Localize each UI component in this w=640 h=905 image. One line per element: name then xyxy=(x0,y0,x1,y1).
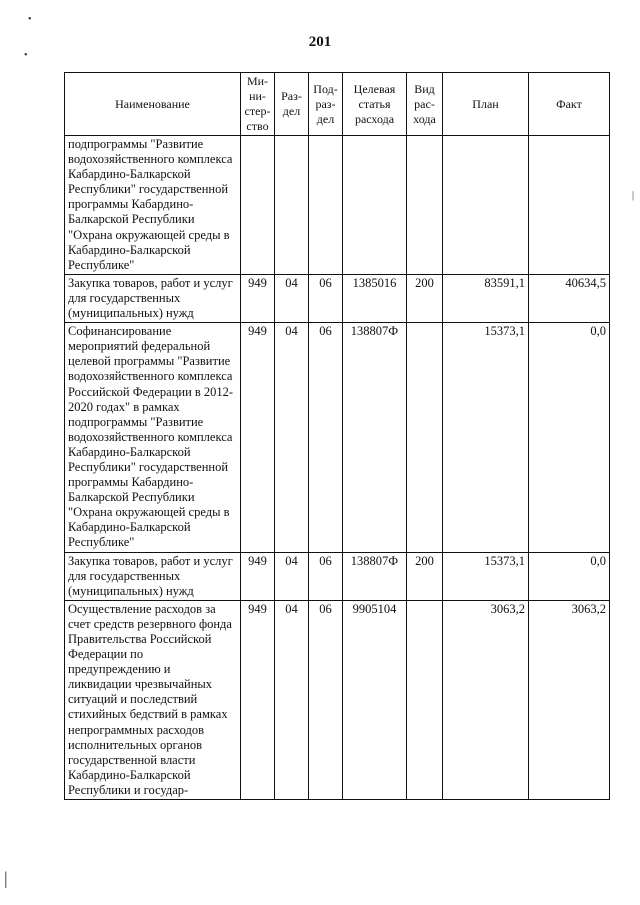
row-subsection xyxy=(309,136,343,275)
header-ministry: Ми-ни-стер-ство xyxy=(241,73,275,136)
row-name: Закупка товаров, работ и услуг для государственных (муниципальных) нужд xyxy=(65,274,241,322)
table-row xyxy=(65,323,610,552)
row-ministry xyxy=(241,136,275,275)
row-fact: 0,0 xyxy=(529,323,610,552)
row-ministry: 949 xyxy=(241,323,275,552)
table-row xyxy=(65,600,610,799)
row-section xyxy=(275,136,309,275)
row-name: Закупка товаров, работ и услуг для государственных (муниципальных) нужд xyxy=(65,552,241,600)
row-fact: 0,0 xyxy=(529,552,610,600)
header-name: Наименование xyxy=(65,73,241,136)
row-fact xyxy=(529,136,610,275)
row-plan: 3063,2 xyxy=(443,600,529,799)
row-ministry: 949 xyxy=(241,600,275,799)
row-expense-type xyxy=(407,136,443,275)
table-row xyxy=(65,552,610,600)
row-expense-type xyxy=(407,323,443,552)
row-subsection: 06 xyxy=(309,600,343,799)
row-name: подпрограммы "Развитие водохозяйственного комплекса Кабардино-Балкарской Республики" государственной программы Кабардино-Балкарской Республики "Охрана окружающей среды в Кабардино-Балкарской Республике" xyxy=(65,136,241,275)
header-expense-type: Вид рас-хода xyxy=(407,73,443,136)
table-row xyxy=(65,274,610,322)
row-plan: 15373,1 xyxy=(443,323,529,552)
row-name: Софинансирование мероприятий федеральной целевой программы "Развитие водохозяйственного комплекса Российской Федерации в 2012-2020 годах" в рамках подпрограммы "Развитие водохозяйственного комплекса Кабардино-Балкарской Республики" государственной программы Кабардино-Балкарской Республики "Охрана окружающей среды в Кабардино-Балкарской Республике" xyxy=(65,323,241,552)
row-target: 1385016 xyxy=(343,274,407,322)
row-ministry: 949 xyxy=(241,274,275,322)
header-subsection: Под-раз-дел xyxy=(309,73,343,136)
row-target xyxy=(343,136,407,275)
row-subsection: 06 xyxy=(309,274,343,322)
header-target-article: Целевая статья расхода xyxy=(343,73,407,136)
margin-mark: | xyxy=(4,868,8,888)
row-section: 04 xyxy=(275,600,309,799)
row-target: 138807Ф xyxy=(343,323,407,552)
margin-mark: | xyxy=(632,190,635,201)
row-section: 04 xyxy=(275,552,309,600)
row-plan: 83591,1 xyxy=(443,274,529,322)
budget-table xyxy=(64,72,610,800)
header-fact: Факт xyxy=(529,73,610,136)
row-plan: 15373,1 xyxy=(443,552,529,600)
row-fact: 40634,5 xyxy=(529,274,610,322)
row-plan xyxy=(443,136,529,275)
header-plan: План xyxy=(443,73,529,136)
margin-mark: • xyxy=(28,14,32,25)
page-number: 201 xyxy=(308,34,332,50)
row-target: 9905104 xyxy=(343,600,407,799)
row-ministry: 949 xyxy=(241,552,275,600)
row-target: 138807Ф xyxy=(343,552,407,600)
header-section: Раз-дел xyxy=(275,73,309,136)
table-header-row xyxy=(65,73,610,136)
row-section: 04 xyxy=(275,274,309,322)
row-expense-type xyxy=(407,600,443,799)
row-expense-type: 200 xyxy=(407,552,443,600)
row-name: Осуществление расходов за счет средств резервного фонда Правительства Российской Федерации по предупреждению и ликвидации чрезвычайных ситуаций и последствий стихийных бедствий в рамках непрограммных расходов исполнительных органов государственной власти Кабардино-Балкарской Республики и государ- xyxy=(65,600,241,799)
table-row xyxy=(65,136,610,275)
row-subsection: 06 xyxy=(309,323,343,552)
row-section: 04 xyxy=(275,323,309,552)
row-expense-type: 200 xyxy=(407,274,443,322)
row-subsection: 06 xyxy=(309,552,343,600)
margin-mark: • xyxy=(24,50,28,61)
row-fact: 3063,2 xyxy=(529,600,610,799)
